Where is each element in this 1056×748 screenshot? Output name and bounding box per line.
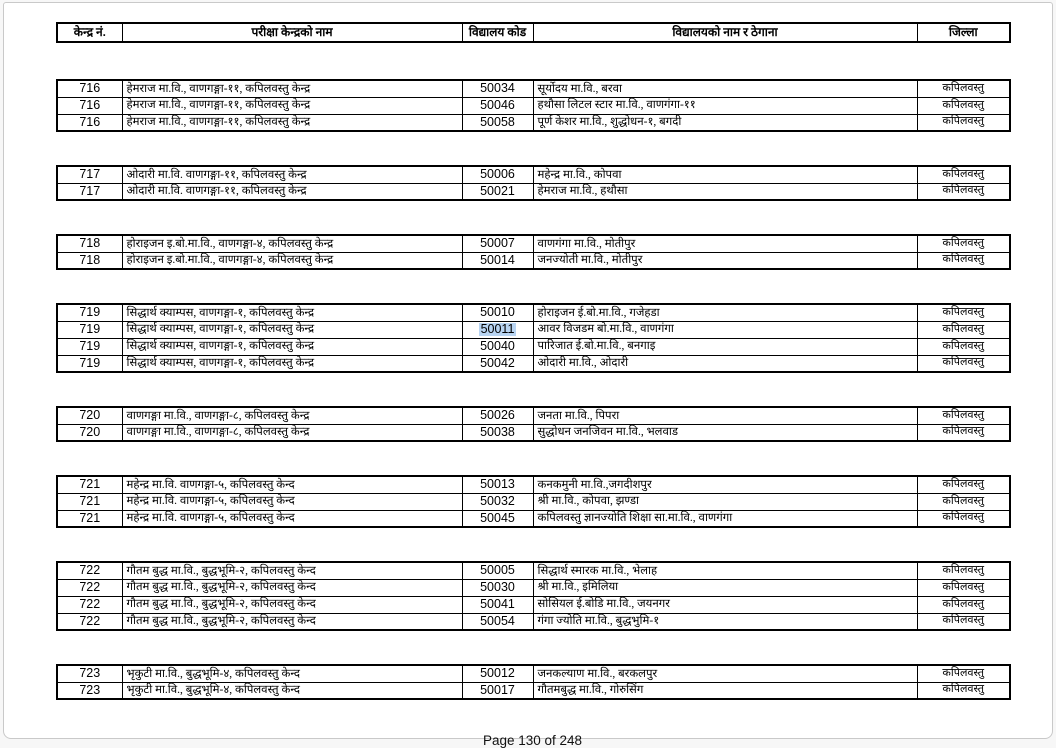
center-no-cell: 723: [57, 665, 122, 682]
school-code-cell: [462, 613, 533, 630]
center-no-cell: 718: [57, 252, 122, 269]
exam-center-name-cell: गौतम बुद्ध मा.वि., बुद्धभूमि-२, कपिलवस्तु केन्द: [122, 579, 462, 596]
school-name-cell: जनता मा.वि., पिपरा: [533, 407, 917, 424]
header-school-name-address: विद्यालयको नाम र ठेगाना: [533, 23, 917, 42]
center-no-cell: 721: [57, 476, 122, 493]
school-code-text: 50054: [480, 613, 515, 628]
school-code-cell: [462, 321, 533, 338]
page-number-footer: Page 130 of 248: [482, 733, 583, 748]
district-cell: कपिलवस्तु: [917, 407, 1010, 424]
district-cell: कपिलवस्तु: [917, 166, 1010, 183]
school-code-cell: [462, 682, 533, 699]
district-cell: कपिलवस्तु: [917, 80, 1010, 97]
school-code-text: 50007: [480, 236, 515, 251]
school-code-cell: [462, 114, 533, 131]
school-name-cell: जनज्योती मा.वि., मोतीपुर: [533, 252, 917, 269]
school-code-cell: [462, 579, 533, 596]
header-school-code: विद्यालय कोड: [462, 23, 533, 42]
school-code-cell: [462, 665, 533, 682]
center-group-table: [56, 303, 1011, 373]
school-code-text: 50034: [480, 81, 515, 96]
district-cell: कपिलवस्तु: [917, 665, 1010, 682]
school-code-cell: [462, 476, 533, 493]
center-no-cell: 722: [57, 596, 122, 613]
school-code-cell: [462, 166, 533, 183]
district-cell: कपिलवस्तु: [917, 493, 1010, 510]
school-name-cell: कपिलवस्तु ज्ञानज्योति शिक्षा सा.मा.वि., वाणगंगा: [533, 510, 917, 527]
district-cell: कपिलवस्तु: [917, 510, 1010, 527]
school-code-cell: [462, 493, 533, 510]
center-group-table: [56, 406, 1011, 442]
table-row: [57, 665, 1010, 682]
school-code-cell: [462, 562, 533, 579]
exam-center-name-cell: गौतम बुद्ध मा.वि., बुद्धभूमि-२, कपिलवस्तु केन्द: [122, 596, 462, 613]
table-row: [57, 355, 1010, 372]
table-row: [57, 476, 1010, 493]
center-no-cell: 717: [57, 166, 122, 183]
district-cell: कपिलवस्तु: [917, 476, 1010, 493]
school-code-text: 50032: [480, 493, 515, 508]
school-name-cell: वाणगंगा मा.वि., मोतीपुर: [533, 235, 917, 252]
table-row: [57, 321, 1010, 338]
school-code-cell: [462, 424, 533, 441]
school-name-cell: सोसियल ई.बोडि मा.वि., जयनगर: [533, 596, 917, 613]
school-code-text: 50021: [480, 183, 515, 198]
exam-center-name-cell: भृकुटी मा.वि., बुद्धभूमि-४, कपिलवस्तु केन्द: [122, 682, 462, 699]
exam-center-name-cell: वाणगङ्गा मा.वि., वाणगङ्गा-८, कपिलवस्तु केन्द्र: [122, 407, 462, 424]
center-no-cell: 721: [57, 493, 122, 510]
exam-center-name-cell: ओदारी मा.वि. वाणगङ्गा-११, कपिलवस्तु केन्द्र: [122, 166, 462, 183]
center-group-table: [56, 234, 1011, 270]
table-header: [56, 22, 1011, 43]
exam-center-name-cell: ओदारी मा.वि. वाणगङ्गा-११, कपिलवस्तु केन्द्र: [122, 183, 462, 200]
school-name-cell: हेमराज मा.वि., हथौसा: [533, 183, 917, 200]
district-cell: कपिलवस्तु: [917, 338, 1010, 355]
center-group-table: [56, 664, 1011, 700]
center-no-cell: 719: [57, 338, 122, 355]
exam-center-name-cell: गौतम बुद्ध मा.वि., बुद्धभूमि-२, कपिलवस्तु केन्द: [122, 562, 462, 579]
school-code-text: 50058: [480, 114, 515, 129]
school-name-cell: जनकल्याण मा.वि., बरकलपुर: [533, 665, 917, 682]
school-name-cell: हथौसा लिटल स्टार मा.वि., वाणगंगा-११: [533, 97, 917, 114]
school-code-text: 50012: [480, 666, 515, 681]
school-code-text: 50010: [480, 305, 515, 320]
center-no-cell: 717: [57, 183, 122, 200]
center-group-table: [56, 165, 1011, 201]
exam-center-name-cell: हेमराज मा.वि., वाणगङ्गा-११, कपिलवस्तु केन्द्र: [122, 114, 462, 131]
school-code-text: 50042: [480, 355, 515, 370]
table-row: [57, 114, 1010, 131]
exam-center-name-cell: होराइजन इ.बो.मा.वि., वाणगङ्गा-४, कपिलवस्तु केन्द्र: [122, 252, 462, 269]
exam-center-name-cell: सिद्धार्थ क्याम्पस, वाणगङ्गा-१, कपिलवस्तु केन्द्र: [122, 355, 462, 372]
district-cell: कपिलवस्तु: [917, 424, 1010, 441]
exam-center-name-cell: गौतम बुद्ध मा.वि., बुद्धभूमि-२, कपिलवस्तु केन्द: [122, 613, 462, 630]
school-name-cell: ओदारी मा.वि., ओदारी: [533, 355, 917, 372]
header-row: [57, 23, 1010, 42]
exam-center-name-cell: हेमराज मा.वि., वाणगङ्गा-११, कपिलवस्तु केन्द्र: [122, 80, 462, 97]
document-page: [3, 2, 1053, 748]
district-cell: कपिलवस्तु: [917, 596, 1010, 613]
header-district: जिल्ला: [917, 23, 1010, 42]
school-code-cell: [462, 80, 533, 97]
school-code-cell: [462, 252, 533, 269]
center-no-cell: 719: [57, 355, 122, 372]
school-code-text: 50017: [480, 682, 515, 697]
school-code-cell: [462, 338, 533, 355]
district-cell: कपिलवस्तु: [917, 682, 1010, 699]
district-cell: कपिलवस्तु: [917, 235, 1010, 252]
school-code-text: 50046: [480, 97, 515, 112]
district-cell: कपिलवस्तु: [917, 562, 1010, 579]
table-row: [57, 493, 1010, 510]
school-name-cell: श्री मा.वि., कोपवा, झण्डा: [533, 493, 917, 510]
school-name-cell: गौतमबुद्ध मा.वि., गोरुसिंग: [533, 682, 917, 699]
exam-center-name-cell: महेन्द्र मा.वि. वाणगङ्गा-५, कपिलवस्तु केन्द: [122, 476, 462, 493]
table-row: [57, 166, 1010, 183]
table-row: [57, 579, 1010, 596]
center-no-cell: 722: [57, 579, 122, 596]
center-group-table: [56, 79, 1011, 132]
school-code-text: 50013: [480, 477, 515, 492]
school-name-cell: सिद्धार्थ स्मारक मा.वि., भेलाह: [533, 562, 917, 579]
school-code-text: 50014: [480, 252, 515, 267]
center-no-cell: 720: [57, 407, 122, 424]
table-row: [57, 613, 1010, 630]
table-row: [57, 682, 1010, 699]
exam-center-name-cell: महेन्द्र मा.वि. वाणगङ्गा-५, कपिलवस्तु केन्द: [122, 510, 462, 527]
exam-center-name-cell: भृकुटी मा.वि., बुद्धभूमि-४, कपिलवस्तु केन्द: [122, 665, 462, 682]
table-row: [57, 80, 1010, 97]
school-code-cell: [462, 183, 533, 200]
table-row: [57, 235, 1010, 252]
district-cell: कपिलवस्तु: [917, 355, 1010, 372]
center-no-cell: 720: [57, 424, 122, 441]
school-name-cell: आवर विजडम बो.मा.वि., वाणगंगा: [533, 321, 917, 338]
school-code-text: 50005: [480, 563, 515, 578]
selected-school-code-text[interactable]: 50011: [480, 321, 515, 336]
header-exam-center-name: परीक्षा केन्द्रको नाम: [122, 23, 462, 42]
school-name-cell: कनकमुनी मा.वि.,जगदीशपुर: [533, 476, 917, 493]
school-code-text: 50040: [480, 338, 515, 353]
school-name-cell: पारिजात ई.बो.मा.वि., बनगाइ: [533, 338, 917, 355]
table-row: [57, 510, 1010, 527]
district-cell: कपिलवस्तु: [917, 97, 1010, 114]
table-row: [57, 407, 1010, 424]
table-row: [57, 424, 1010, 441]
school-code-cell: [462, 510, 533, 527]
exam-center-name-cell: हेमराज मा.वि., वाणगङ्गा-११, कपिलवस्तु केन्द्र: [122, 97, 462, 114]
school-code-text: 50038: [480, 424, 515, 439]
exam-center-name-cell: सिद्धार्थ क्याम्पस, वाणगङ्गा-१, कपिलवस्तु केन्द्र: [122, 304, 462, 321]
center-no-cell: 721: [57, 510, 122, 527]
center-no-cell: 722: [57, 562, 122, 579]
header-center-no: केन्द्र नं.: [57, 23, 122, 42]
school-code-text: 50045: [480, 510, 515, 525]
center-no-cell: 716: [57, 114, 122, 131]
table-row: [57, 562, 1010, 579]
district-cell: कपिलवस्तु: [917, 252, 1010, 269]
table-row: [57, 596, 1010, 613]
school-name-cell: सुद्धोधन जनजिवन मा.वि., भलवाड: [533, 424, 917, 441]
school-code-text: 50041: [480, 596, 515, 611]
school-code-text: 50030: [480, 579, 515, 594]
school-code-cell: [462, 596, 533, 613]
school-code-cell: [462, 407, 533, 424]
table-row: [57, 338, 1010, 355]
school-code-text: 50006: [480, 167, 515, 182]
school-code-cell: [462, 304, 533, 321]
table-row: [57, 304, 1010, 321]
exam-center-name-cell: होराइजन इ.बो.मा.वि., वाणगङ्गा-४, कपिलवस्तु केन्द्र: [122, 235, 462, 252]
exam-center-name-cell: महेन्द्र मा.वि. वाणगङ्गा-५, कपिलवस्तु केन्द: [122, 493, 462, 510]
center-group-table: [56, 475, 1011, 528]
center-group-table: [56, 561, 1011, 631]
school-name-cell: महेन्द्र मा.वि., कोपवा: [533, 166, 917, 183]
district-cell: कपिलवस्तु: [917, 321, 1010, 338]
exam-center-name-cell: सिद्धार्थ क्याम्पस, वाणगङ्गा-१, कपिलवस्तु केन्द्र: [122, 338, 462, 355]
center-no-cell: 723: [57, 682, 122, 699]
school-code-cell: [462, 235, 533, 252]
school-name-cell: पूर्ण केशर मा.वि., शुद्धोधन-१, बगदी: [533, 114, 917, 131]
school-code-cell: [462, 355, 533, 372]
school-name-cell: श्री मा.वि., इमिलिया: [533, 579, 917, 596]
school-code-text: 50026: [480, 408, 515, 423]
district-cell: कपिलवस्तु: [917, 183, 1010, 200]
exam-center-name-cell: सिद्धार्थ क्याम्पस, वाणगङ्गा-१, कपिलवस्तु केन्द्र: [122, 321, 462, 338]
center-no-cell: 719: [57, 321, 122, 338]
school-code-cell: [462, 97, 533, 114]
district-cell: कपिलवस्तु: [917, 114, 1010, 131]
center-no-cell: 716: [57, 97, 122, 114]
table-row: [57, 252, 1010, 269]
school-name-cell: सूर्योदय मा.वि., बरवा: [533, 80, 917, 97]
table-row: [57, 183, 1010, 200]
school-name-cell: गंगा ज्योति मा.वि., बुद्धभुमि-१: [533, 613, 917, 630]
table-row: [57, 97, 1010, 114]
table-blocks: [56, 79, 1052, 700]
district-cell: कपिलवस्तु: [917, 579, 1010, 596]
district-cell: कपिलवस्तु: [917, 613, 1010, 630]
center-no-cell: 722: [57, 613, 122, 630]
center-no-cell: 718: [57, 235, 122, 252]
exam-center-name-cell: वाणगङ्गा मा.वि., वाणगङ्गा-८, कपिलवस्तु केन्द्र: [122, 424, 462, 441]
district-cell: कपिलवस्तु: [917, 304, 1010, 321]
center-no-cell: 719: [57, 304, 122, 321]
center-no-cell: 716: [57, 80, 122, 97]
school-name-cell: होराइजन ई.बो.मा.वि., गजेहडा: [533, 304, 917, 321]
